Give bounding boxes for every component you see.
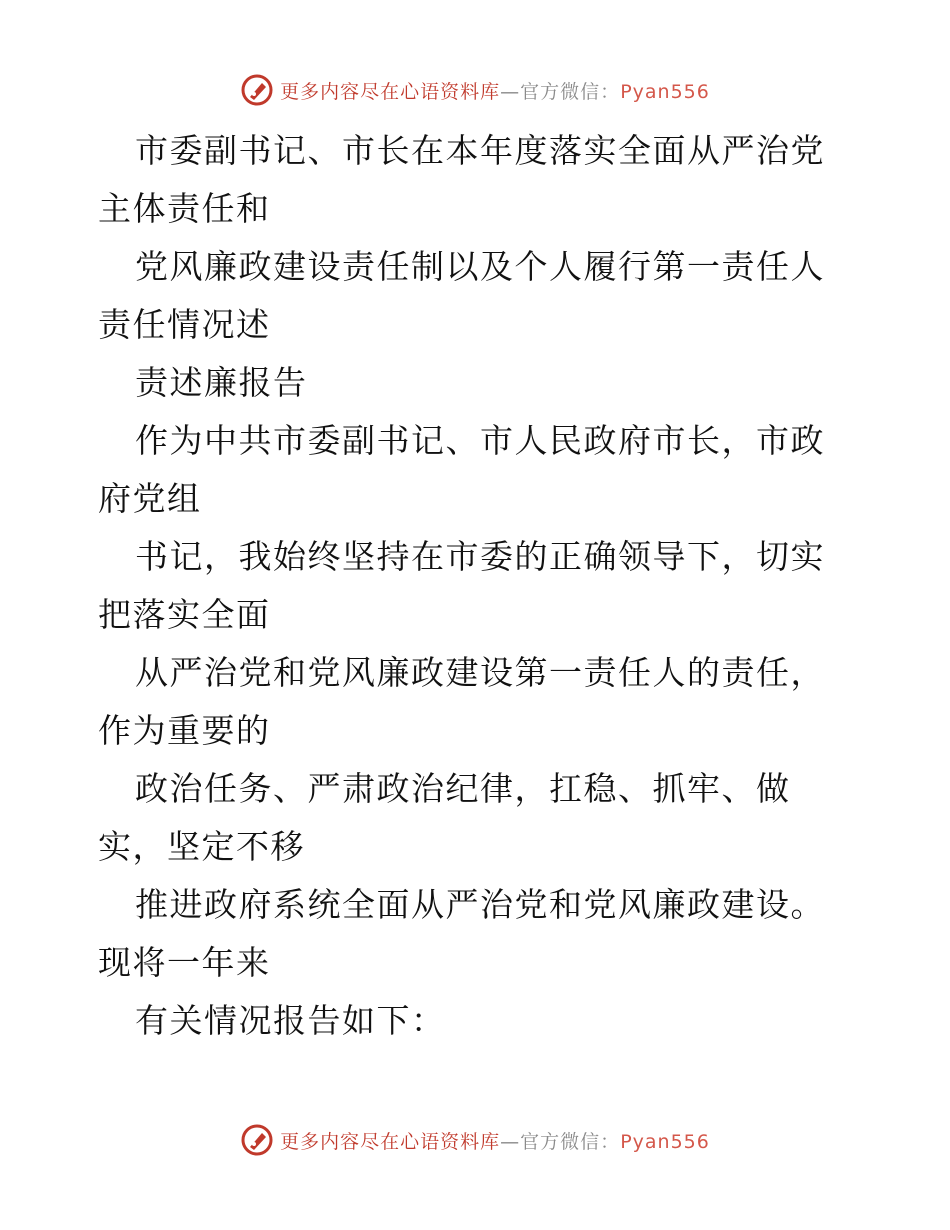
banner-main-text: 更多内容尽在心语资料库 xyxy=(280,80,501,103)
paragraph-body-1: 作为中共市委副书记、市人民政府市长，市政府党组 xyxy=(98,421,825,518)
banner-wechat-id: Pyan556 xyxy=(620,1130,710,1153)
banner-separator: — xyxy=(500,1130,521,1153)
paragraph-body-6: 有关情况报告如下： xyxy=(135,1001,446,1040)
paragraph-body-4: 政治任务、严肃政治纪律，扛稳、抓牢、做实，坚定不移 xyxy=(98,769,791,866)
footer-banner xyxy=(0,1120,950,1160)
paragraph-title-3: 责述廉报告 xyxy=(135,363,308,402)
paragraph-body-3: 从严治党和党风廉政建设第一责任人的责任，作为重要的 xyxy=(98,653,825,750)
document-body xyxy=(98,122,858,1050)
banner-wechat-label: 官方微信： xyxy=(520,1130,621,1153)
banner-separator: — xyxy=(500,80,521,103)
paragraph-title-1: 市委副书记、市长在本年度落实全面从严治党主体责任和 xyxy=(98,131,825,228)
banner-wechat-id: Pyan556 xyxy=(620,80,710,103)
paragraph-body-5: 推进政府系统全面从严治党和党风廉政建设。现将一年来 xyxy=(98,885,825,982)
pen-nib-logo-icon xyxy=(240,73,274,107)
header-banner xyxy=(0,70,950,110)
banner-main-text: 更多内容尽在心语资料库 xyxy=(280,1130,501,1153)
pen-nib-logo-icon xyxy=(240,1123,274,1157)
banner-text xyxy=(280,1127,710,1154)
banner-wechat-label: 官方微信： xyxy=(520,80,621,103)
paragraph-title-2: 党风廉政建设责任制以及个人履行第一责任人责任情况述 xyxy=(98,247,825,344)
paragraph-body-2: 书记，我始终坚持在市委的正确领导下，切实把落实全面 xyxy=(98,537,825,634)
banner-text xyxy=(280,77,710,104)
